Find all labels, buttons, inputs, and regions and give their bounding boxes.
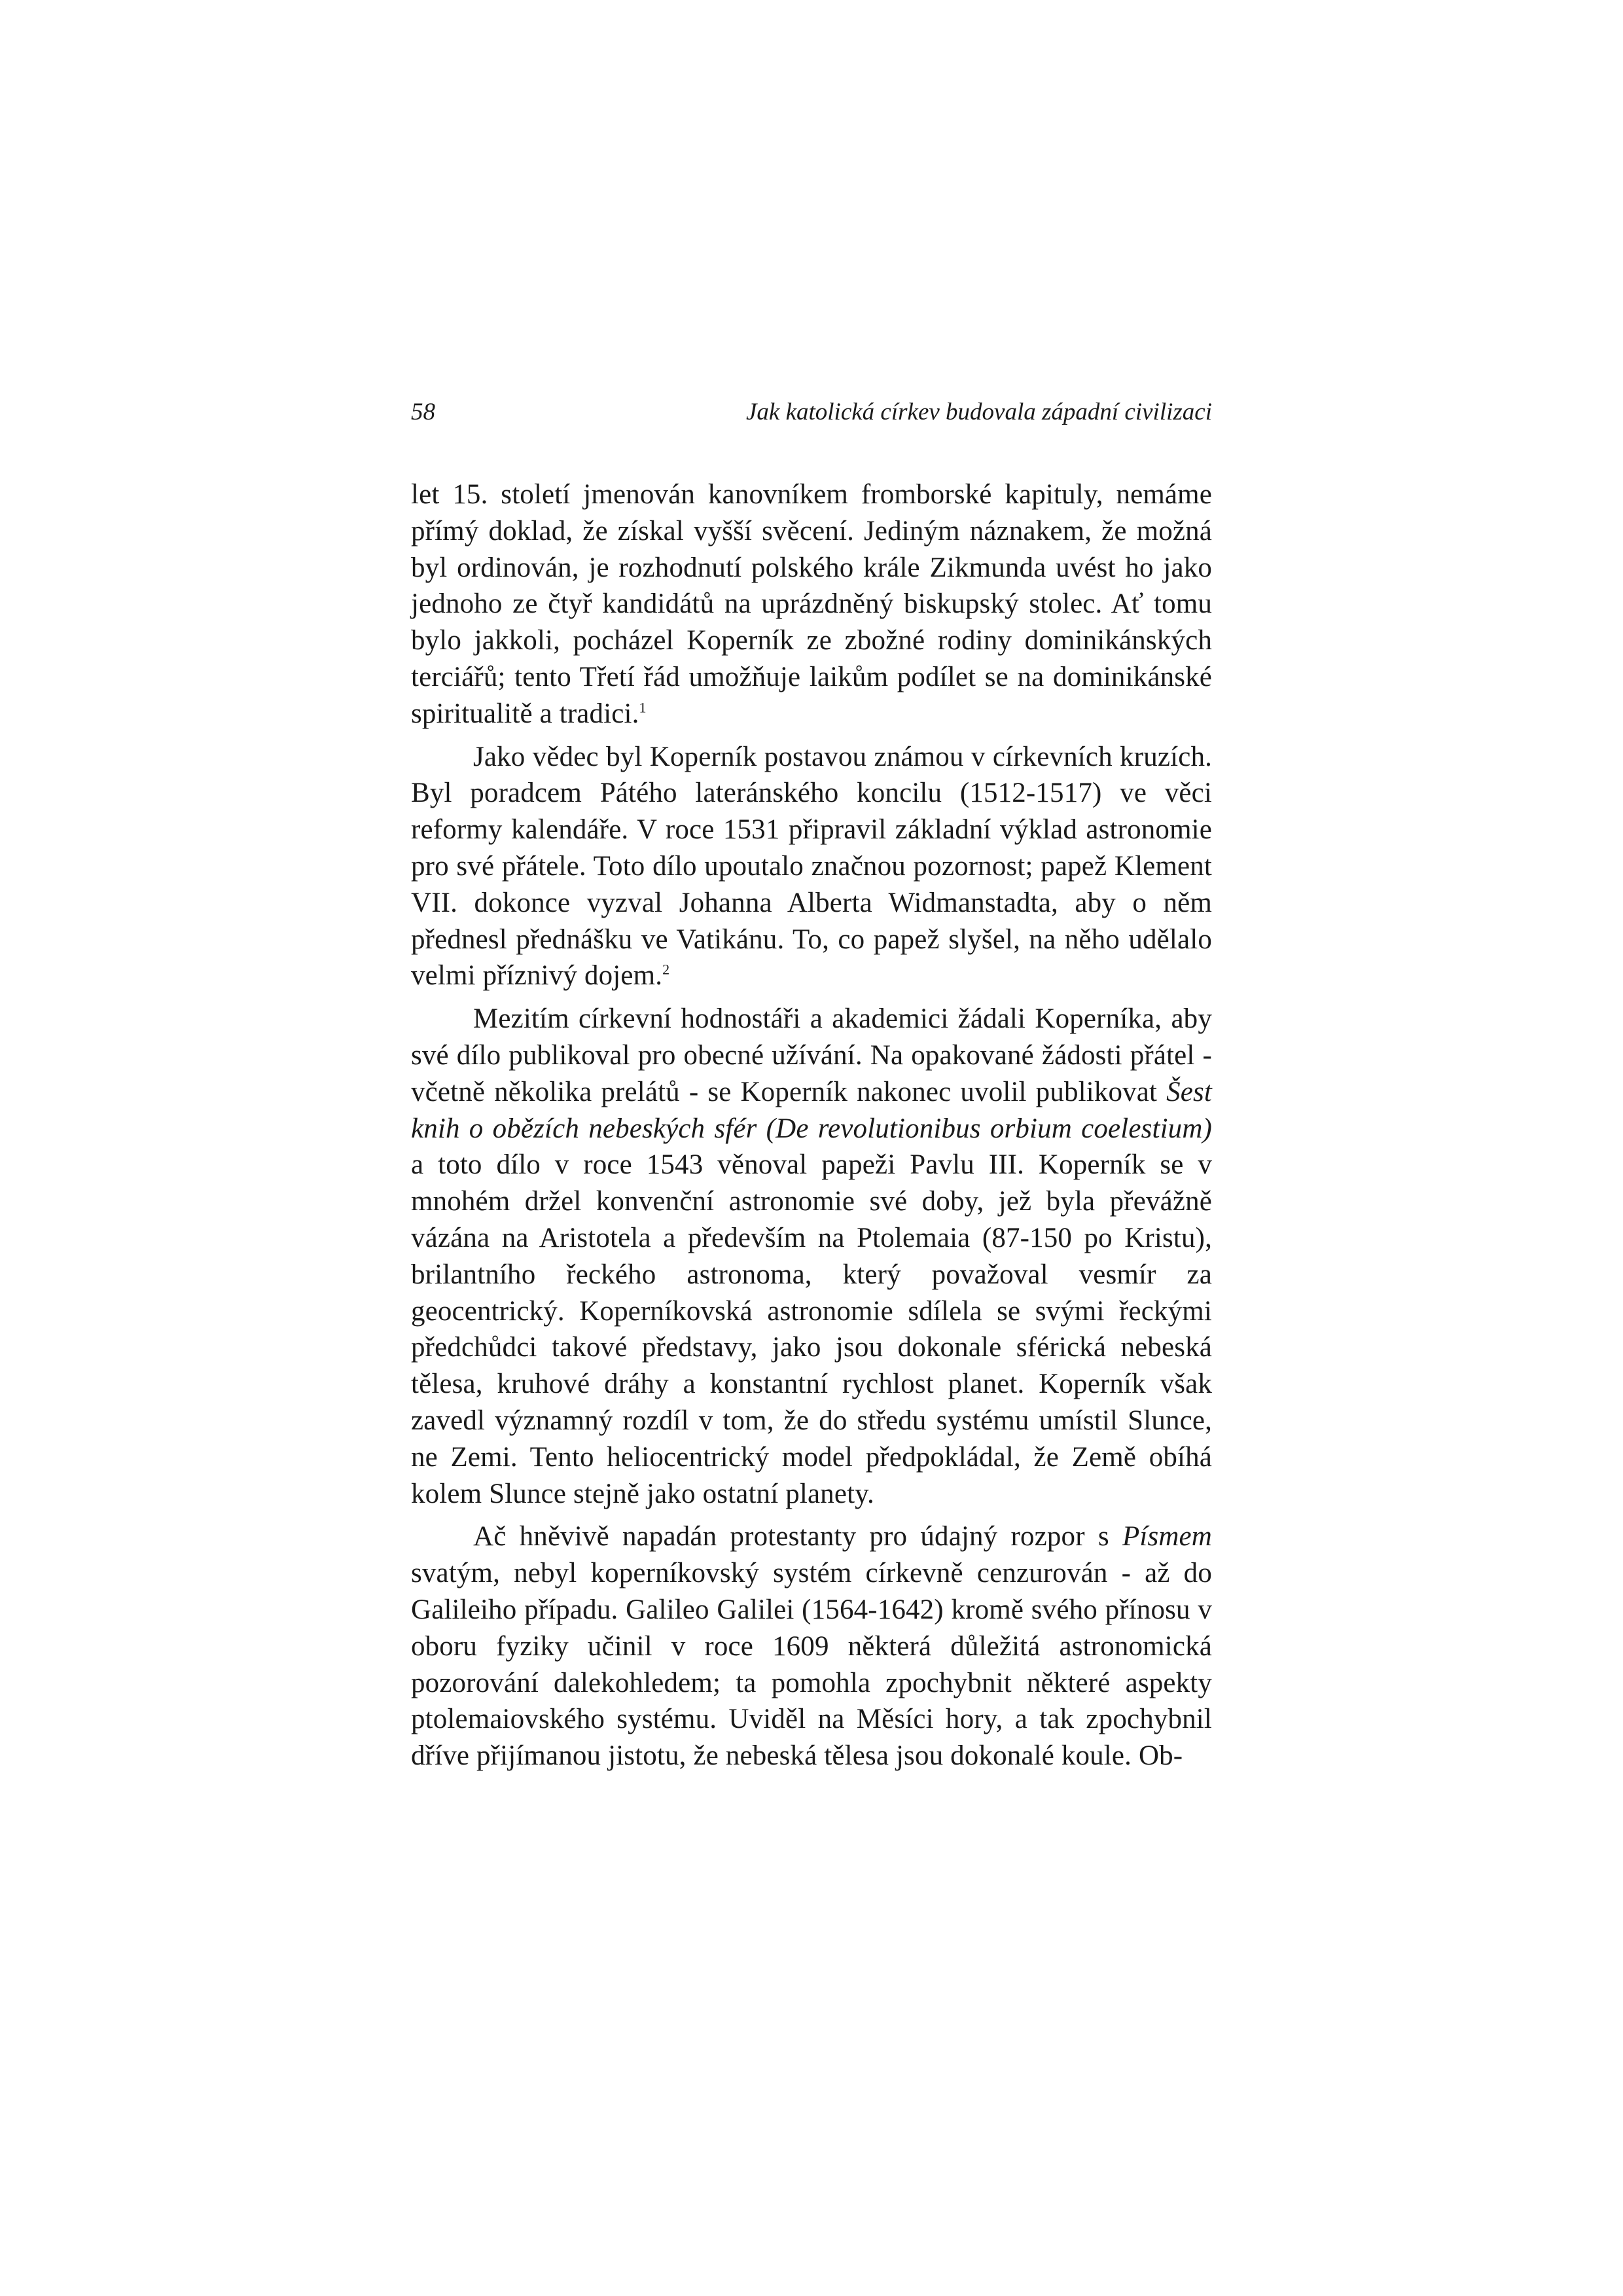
book-page bbox=[411, 398, 1212, 1774]
paragraph-text: a toto dílo v roce 1543 věnoval papeži Pavlu III. Koperník se v mnohém držel konvenční astronomie své doby, jež byla převážně vázána na Aristotela a především na Ptolemaia (87-150 po Kristu), brilantního řeckého astronoma, který považoval vesmír za geocentrický. Koperníkovská astronomie sdílela se svými řeckými předchůdci takové představy, jako jsou dokonale sférická nebeská tělesa, kruhové dráhy a konstantní rychlost planet. Koperník však zavedl významný rozdíl v tom, že do středu systému umístil Slunce, ne Zemi. Tento heliocentrický model předpokládal, že Země obíhá kolem Slunce stejně jako ostatní planety. bbox=[411, 1149, 1212, 1509]
page-number: 58 bbox=[411, 399, 435, 425]
paragraph-3 bbox=[411, 1001, 1212, 1512]
footnote-marker-1: 1 bbox=[639, 699, 647, 716]
paragraph-text: Ač hněvivě napadán protestanty pro údajný rozpor s bbox=[473, 1521, 1122, 1552]
paragraph-1 bbox=[411, 476, 1212, 732]
paragraph-text: Mezitím církevní hodnostáři a akademici žádali Koperníka, aby své dílo publikoval pro obecné užívání. Na opakované žádosti přátel - včetně několika prelátů - se Koperník nakonec uvolil publikovat bbox=[411, 1003, 1212, 1107]
footnote-marker-2: 2 bbox=[662, 961, 670, 978]
scripture-italic: Písmem bbox=[1122, 1521, 1212, 1552]
running-title: Jak katolická církev budovala západní civilizaci bbox=[745, 399, 1212, 425]
paragraph-text: Jako vědec byl Koperník postavou známou v církevních kruzích. Byl poradcem Pátého lateránského koncilu (1512-1517) ve věci reformy kalendáře. V roce 1531 připravil základní výklad astronomie pro své přátele. Toto dílo upoutalo značnou pozornost; papež Klement VII. dokonce vyzval Johanna Alberta Widmanstadta, aby o něm přednesl přednášku ve Vatikánu. To, co papež slyšel, na něho udělalo velmi příznivý dojem. bbox=[411, 741, 1212, 992]
body-text bbox=[411, 476, 1212, 1774]
paragraph-text: let 15. století jmenován kanovníkem fromborské kapituly, nemáme přímý doklad, že získal vyšší svěcení. Jediným náznakem, že možná byl ordinován, je rozhodnutí polského krále Zikmunda uvést ho jako jednoho ze čtyř kandidátů na uprázdněný biskupský stolec. Ať tomu bylo jakkoli, pocházel Koperník ze zbožné rodiny dominikánských terciářů; tento Třetí řád umožňuje laikům podílet se na dominikánské spiritualitě a tradici. bbox=[411, 479, 1212, 729]
paragraph-text: svatým, nebyl koperníkovský systém církevně cenzurován - až do Galileiho případu. Galileo Galilei (1564-1642) kromě svého přínosu v oboru fyziky učinil v roce 1609 některá důležitá astronomická pozorování dalekohledem; ta pomohla zpochybnit některé aspekty ptolemaiovského systému. Uviděl na Měsíci hory, a tak zpochybnil dříve přijímanou jistotu, že nebeská tělesa jsou dokonalé koule. Ob- bbox=[411, 1558, 1212, 1772]
paragraph-4 bbox=[411, 1518, 1212, 1774]
paragraph-2 bbox=[411, 739, 1212, 995]
book-title-italic: Šest knih o obězích nebeských sfér (De revolutionibus orbium coelestium) bbox=[411, 1076, 1212, 1144]
running-head bbox=[411, 398, 1212, 437]
